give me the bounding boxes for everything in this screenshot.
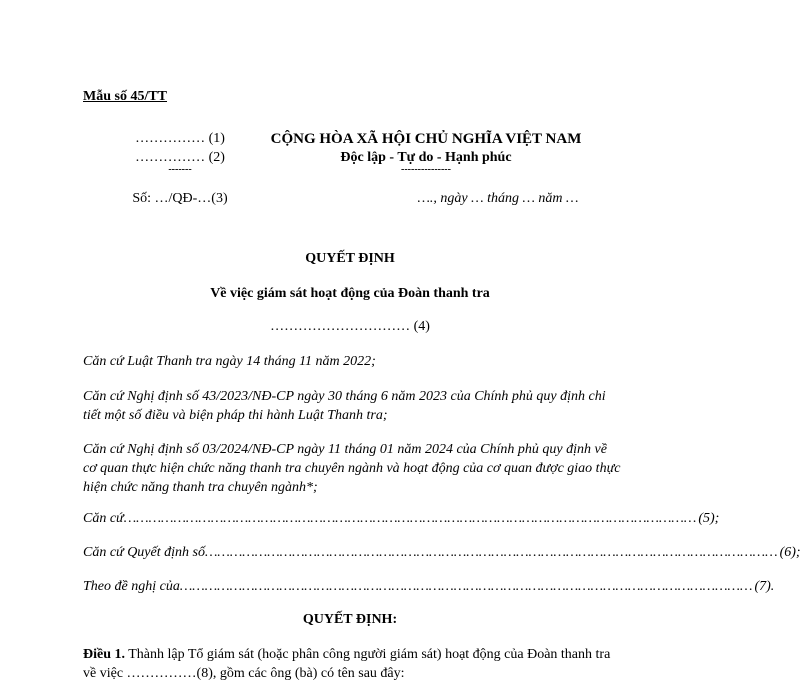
legal-basis-3: Căn cứ Nghị định số 03/2024/NĐ-CP ngày 11 tháng 01 năm 2024 của Chính phủ quy định về cơ quan thực hiện chức năng thanh tra chuyên ngành và hoạt động của cơ quan được giao thực hiện chức năng thanh tra chuyên ngành*;: [83, 442, 621, 495]
issue-date: …., ngày … tháng … năm …: [417, 191, 579, 206]
document-title: QUYẾT ĐỊNH: [305, 251, 395, 266]
article-1: [83, 645, 623, 683]
legal-basis-1: Căn cứ Luật Thanh tra ngày 14 tháng 11 năm 2022;: [83, 354, 376, 369]
fill-line-decision: [83, 545, 801, 561]
agency-rule: -------: [168, 164, 192, 175]
fill-line-basis: [83, 511, 720, 527]
fill-line-label: Căn cứ Quyết định số: [83, 545, 205, 560]
document-number: Số: …/QĐ-…(3): [132, 191, 228, 206]
fill-line-dots: …………………………………………………………………………………………………………………………: [179, 579, 753, 594]
legal-basis-2: Căn cứ Nghị định số 43/2023/NĐ-CP ngày 30 tháng 6 năm 2023 của Chính phủ quy định chi tiết một số điều và biện pháp thi hành Luật Thanh tra;: [83, 389, 606, 423]
document-subject: Về việc giám sát hoạt động của Đoàn thanh tra: [210, 286, 490, 301]
fill-line-dots: …………………………………………………………………………………………………………………………: [204, 545, 778, 560]
fill-line-label: Căn cứ: [83, 511, 124, 526]
fill-line-label: Theo đề nghị của: [83, 579, 180, 594]
national-motto: Độc lập - Tự do - Hạnh phúc: [340, 150, 512, 165]
form-code: Mẫu số 45/TT: [83, 89, 168, 104]
fill-line-ref: (5);: [698, 511, 720, 526]
fill-line-dots: …………………………………………………………………………………………………………………………: [123, 511, 697, 526]
article-1-label: Điều 1.: [83, 647, 125, 662]
fill-line-ref: (7).: [754, 579, 775, 594]
agency-line-2: …………… (2): [135, 150, 225, 165]
fill-line-proposal: [83, 579, 775, 595]
issuing-authority: ………………………… (4): [270, 319, 430, 334]
decision-heading: QUYẾT ĐỊNH:: [302, 612, 398, 627]
article-1-text: Thành lập Tổ giám sát (hoặc phân công người giám sát) hoạt động của Đoàn thanh tra về việc ……………(8), gồm các ông (bà) có tên sau đây:: [83, 647, 611, 681]
fill-line-ref: (6);: [779, 545, 801, 560]
country-name: CỘNG HÒA XÃ HỘI CHỦ NGHĨA VIỆT NAM: [270, 131, 582, 147]
agency-line-1: …………… (1): [135, 131, 225, 146]
motto-rule: ---------------: [401, 164, 451, 175]
